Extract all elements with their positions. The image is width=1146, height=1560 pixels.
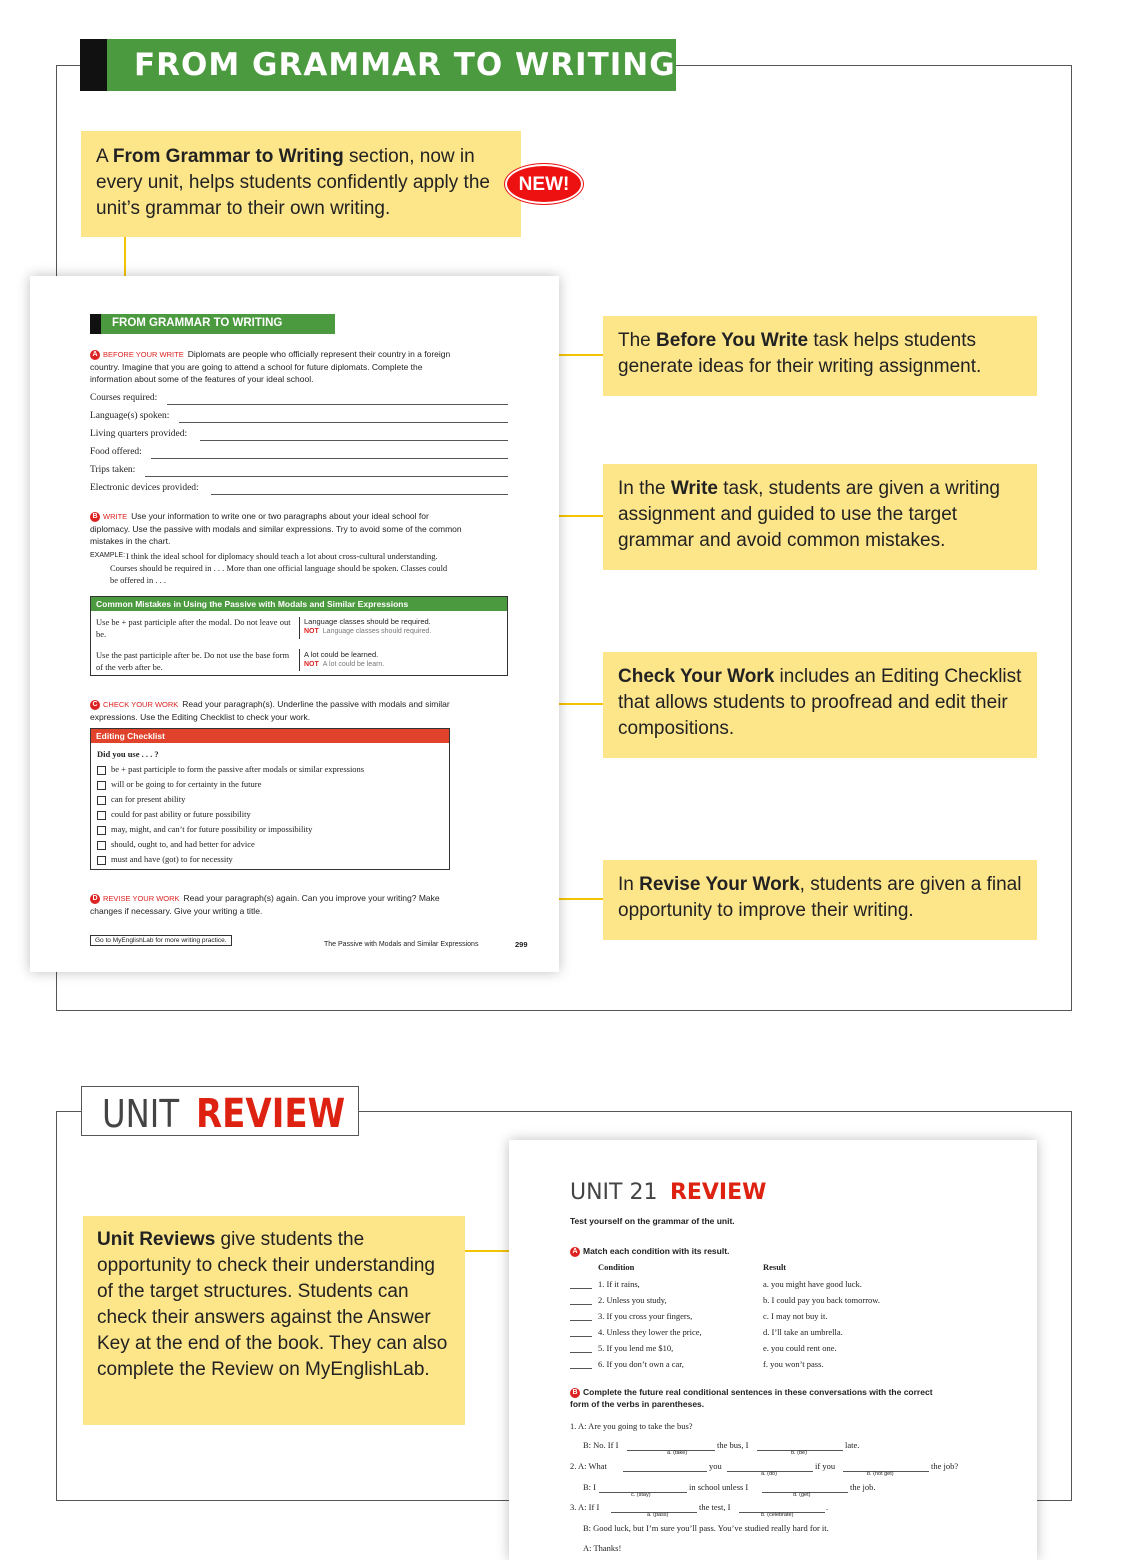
col-result: Result bbox=[763, 1262, 787, 1272]
unit-review-title-bold: REVIEW bbox=[196, 1091, 346, 1137]
page-number: 299 bbox=[515, 940, 528, 949]
callout-post: , students are given a final opportunity to improve their writing. bbox=[618, 874, 1022, 921]
intro-callout bbox=[81, 131, 521, 237]
review-title bbox=[570, 1180, 766, 1205]
result-item: b. I could pay you back tomorrow. bbox=[763, 1295, 881, 1305]
checklist-item[interactable] bbox=[97, 824, 312, 835]
example-label: EXAMPLE: bbox=[90, 552, 126, 559]
checklist-text: can for present ability bbox=[111, 794, 186, 804]
footer-title: The Passive with Modals and Similar Expressions bbox=[324, 941, 479, 948]
task-c-text: Read your paragraph(s). Underline the passive with modals and similar expressions. Use the Editing Checklist to check your work. bbox=[90, 699, 450, 722]
checklist-item[interactable] bbox=[97, 779, 261, 790]
task-b-label: WRITE bbox=[103, 512, 128, 521]
checklist-text: will or be going to for certainty in the future bbox=[111, 779, 262, 789]
task-c-label: CHECK YOUR WORK bbox=[103, 700, 179, 709]
dialog-line: B: I bbox=[583, 1482, 596, 1492]
task-b bbox=[90, 510, 465, 547]
checkbox[interactable] bbox=[97, 811, 106, 820]
task-c-letter: C bbox=[90, 700, 100, 710]
field-label: Language(s) spoken: bbox=[90, 411, 170, 421]
field-label: Living quarters provided: bbox=[90, 429, 188, 439]
verb-hint: b. (be) bbox=[791, 1450, 807, 1456]
task-d bbox=[90, 892, 465, 917]
task-a-letter: A bbox=[90, 350, 100, 360]
callout-bold: Unit Reviews bbox=[97, 1229, 216, 1250]
dialog-line: the bus, I bbox=[717, 1440, 749, 1450]
task-a bbox=[90, 348, 465, 385]
checklist-text: be + past participle to form the passive after modals or similar expressions bbox=[111, 764, 365, 774]
condition-item: 2. Unless you study, bbox=[598, 1295, 667, 1305]
checklist-item[interactable] bbox=[97, 764, 364, 775]
task-d-text: Read your paragraph(s) again. Can you improve your writing? Make changes if necessary. Give your writing a title. bbox=[90, 893, 440, 916]
checklist-item[interactable] bbox=[97, 809, 251, 820]
task-d-letter: D bbox=[90, 894, 100, 904]
checklist-lead: Did you use . . . ? bbox=[97, 749, 159, 759]
section1-header bbox=[80, 39, 676, 91]
dialog-line: 2. A: What bbox=[570, 1461, 607, 1471]
mistake-wrong-row bbox=[304, 628, 431, 635]
result-item: e. you could rent one. bbox=[763, 1343, 837, 1353]
editing-checklist bbox=[90, 728, 450, 870]
answer-blank[interactable] bbox=[570, 1336, 592, 1337]
checkbox[interactable] bbox=[97, 796, 106, 805]
not-label: NOT bbox=[304, 661, 319, 668]
result-item: d. I’ll take an umbrella. bbox=[763, 1327, 843, 1337]
callout-bold: Before You Write bbox=[656, 330, 809, 351]
callout-write bbox=[603, 464, 1037, 570]
mistake-wrong: A lot could be learn. bbox=[322, 661, 385, 668]
field-label: Food offered: bbox=[90, 447, 142, 457]
review-task-a-text: Match each condition with its result. bbox=[583, 1246, 730, 1256]
header-black-tab bbox=[80, 39, 107, 91]
callout-post: task helps students generate ideas for their writing assignment. bbox=[618, 330, 982, 377]
checklist-item[interactable] bbox=[97, 839, 255, 850]
dialog-line: B: Good luck, but I’m sure you’ll pass. You’ve studied really hard for it. bbox=[583, 1523, 829, 1533]
dialog-line: B: No. If I bbox=[583, 1440, 619, 1450]
review-task-a-letter: A bbox=[570, 1247, 580, 1257]
task-b-letter: B bbox=[90, 512, 100, 522]
page-header-title: FROM GRAMMAR TO WRITING bbox=[112, 317, 283, 329]
checkbox[interactable] bbox=[97, 841, 106, 850]
verb-hint: b. (celebrate) bbox=[761, 1512, 794, 1518]
unit-review-header bbox=[81, 1086, 359, 1136]
review-task-b-text: Complete the future real conditional sentences in these conversations with the correct form of the verbs in parentheses. bbox=[570, 1387, 933, 1409]
callout-post: includes an Editing Checklist that allows students to proofread and edit their compositions. bbox=[618, 666, 1022, 739]
verb-hint: a. (do) bbox=[761, 1471, 777, 1477]
checklist-text: must and have (got) to for necessity bbox=[111, 854, 233, 864]
review-task-b bbox=[570, 1386, 950, 1410]
condition-item: 1. If it rains, bbox=[598, 1279, 640, 1289]
callout-post: give students the opportunity to check their understanding of the target structures. Students can check their answers against the Answer Key at the end of the book. They can also complete the Review on MyEnglishLab. bbox=[97, 1229, 448, 1380]
intro-pre: A bbox=[96, 146, 113, 167]
mistakes-title: Common Mistakes in Using the Passive with Modals and Similar Expressions bbox=[91, 597, 507, 611]
page-header-tab bbox=[90, 314, 101, 334]
result-item: c. I may not buy it. bbox=[763, 1311, 828, 1321]
field-line bbox=[200, 440, 508, 441]
field-label: Courses required: bbox=[90, 393, 158, 403]
callout-bold: Revise Your Work bbox=[639, 874, 800, 895]
dialog-line: 1. A: Are you going to take the bus? bbox=[570, 1421, 693, 1431]
condition-item: 3. If you cross your fingers, bbox=[598, 1311, 693, 1321]
page-header bbox=[90, 314, 335, 334]
unit-reviews-callout bbox=[83, 1216, 465, 1425]
verb-hint: a. (pass) bbox=[647, 1512, 669, 1518]
callout-pre: In bbox=[618, 874, 640, 895]
mistake-rule: Use the past participle after be. Do not use the base form of the verb after be. bbox=[96, 650, 290, 672]
answer-blank[interactable] bbox=[570, 1352, 592, 1353]
new-badge-text: NEW! bbox=[518, 174, 570, 195]
dialog-line: you bbox=[709, 1461, 722, 1471]
callout-check-your-work bbox=[603, 652, 1037, 758]
checkbox[interactable] bbox=[97, 766, 106, 775]
mistakes-table bbox=[90, 596, 508, 676]
verb-hint: a. (take) bbox=[667, 1450, 688, 1456]
answer-blank[interactable] bbox=[570, 1304, 592, 1305]
field-label: Trips taken: bbox=[90, 465, 136, 475]
callout-bold: Write bbox=[670, 478, 718, 499]
task-d-label: REVISE YOUR WORK bbox=[103, 894, 180, 903]
checklist-text: should, ought to, and had better for advice bbox=[111, 839, 255, 849]
checkbox[interactable] bbox=[97, 826, 106, 835]
result-item: a. you might have good luck. bbox=[763, 1279, 862, 1289]
verb-hint: d. (get) bbox=[793, 1492, 811, 1498]
field-line bbox=[179, 422, 508, 423]
review-task-b-letter: B bbox=[570, 1388, 580, 1398]
field-line bbox=[211, 494, 508, 495]
dialog-line: if you bbox=[815, 1461, 836, 1471]
task-a-text: Diplomats are people who officially represent their country in a foreign country. Imagine that you are going to attend a school for future diplomats. Complete the information about some of the features of your ideal school. bbox=[90, 349, 451, 384]
result-item: f. you won’t pass. bbox=[763, 1359, 824, 1369]
mistake-correct: A lot could be learned. bbox=[304, 650, 379, 659]
review-title-light: UNIT 21 bbox=[570, 1180, 658, 1205]
checklist-title: Editing Checklist bbox=[91, 729, 449, 743]
col-condition: Condition bbox=[598, 1262, 635, 1272]
dialog-line: the job. bbox=[850, 1482, 876, 1492]
review-subtitle: Test yourself on the grammar of the unit. bbox=[570, 1216, 735, 1226]
textbook-page-unit-review bbox=[509, 1140, 1037, 1560]
callout-pre: The bbox=[618, 330, 657, 351]
new-badge bbox=[505, 164, 583, 204]
dialog-line: 3. A: If I bbox=[570, 1502, 600, 1512]
checklist-text: may, might, and can’t for future possibility or impossibility bbox=[111, 824, 313, 834]
condition-item: 4. Unless they lower the price, bbox=[598, 1327, 702, 1337]
task-b-text: Use your information to write one or two paragraphs about your ideal school for diplomacy. Use the passive with modals and similar expressions. Try to avoid some of the common mistakes in the chart. bbox=[90, 511, 462, 546]
mistake-wrong: Language classes should required. bbox=[322, 628, 432, 635]
callout-post: task, students are given a writing assignment and guided to use the target grammar and avoid common mistakes. bbox=[618, 478, 1000, 551]
answer-blank[interactable] bbox=[570, 1368, 592, 1369]
condition-item: 6. If you don’t own a car, bbox=[598, 1359, 684, 1369]
callout-bold: Check Your Work bbox=[618, 666, 775, 687]
checklist-item[interactable] bbox=[97, 794, 185, 805]
checkbox[interactable] bbox=[97, 856, 106, 865]
unit-review-title-light: UNIT bbox=[102, 1092, 180, 1136]
field-line bbox=[167, 404, 508, 405]
condition-item: 5. If you lend me $10, bbox=[598, 1343, 674, 1353]
review-title-bold: REVIEW bbox=[669, 1180, 767, 1205]
dialog-line: . bbox=[826, 1502, 829, 1512]
dialog-line: A: Thanks! bbox=[583, 1543, 622, 1553]
mistake-wrong-row bbox=[304, 661, 384, 668]
field-label: Electronic devices provided: bbox=[90, 483, 199, 493]
intro-bold: From Grammar to Writing bbox=[112, 146, 344, 167]
mistakes-divider bbox=[299, 617, 300, 639]
task-c bbox=[90, 698, 465, 723]
callout-pre: In the bbox=[618, 478, 671, 499]
mistakes-divider bbox=[299, 649, 300, 671]
callout-before-you-write bbox=[603, 316, 1037, 396]
review-task-a bbox=[570, 1245, 729, 1257]
callout-revise-your-work bbox=[603, 860, 1037, 940]
intro-post: section, now in every unit, helps students confidently apply the unit’s grammar to their own writing. bbox=[96, 146, 490, 219]
field-line bbox=[145, 476, 508, 477]
answer-blank[interactable] bbox=[570, 1288, 592, 1289]
mistake-rule: Use be + past participle after the modal. Do not leave out be. bbox=[96, 617, 291, 639]
footer-link[interactable]: Go to MyEnglishLab for more writing practice. bbox=[90, 935, 232, 946]
checkbox[interactable] bbox=[97, 781, 106, 790]
answer-blank[interactable] bbox=[623, 1471, 707, 1472]
textbook-page-grammar-to-writing bbox=[30, 276, 559, 972]
checklist-text: could for past ability or future possibility bbox=[111, 809, 251, 819]
dialog-line: in school unless I bbox=[689, 1482, 749, 1492]
section1-title: FROM GRAMMAR TO WRITING bbox=[134, 47, 676, 83]
example-text: I think the ideal school for diplomacy should teach a lot about cross-cultural understanding. Courses should be required in . . . More than one official language should be spoken. Classes could be offered in . . . bbox=[110, 551, 448, 585]
checklist-item[interactable] bbox=[97, 854, 233, 865]
task-a-label: BEFORE YOUR WRITE bbox=[103, 350, 184, 359]
mistake-correct: Language classes should be required. bbox=[304, 617, 431, 626]
answer-blank[interactable] bbox=[570, 1320, 592, 1321]
dialog-line: late. bbox=[845, 1440, 860, 1450]
verb-hint: c. (stay) bbox=[631, 1492, 651, 1498]
field-line bbox=[151, 458, 508, 459]
verb-hint: b. (not get) bbox=[867, 1471, 894, 1477]
dialog-line: the test, I bbox=[699, 1502, 731, 1512]
dialog-line: the job? bbox=[931, 1461, 959, 1471]
not-label: NOT bbox=[304, 628, 319, 635]
